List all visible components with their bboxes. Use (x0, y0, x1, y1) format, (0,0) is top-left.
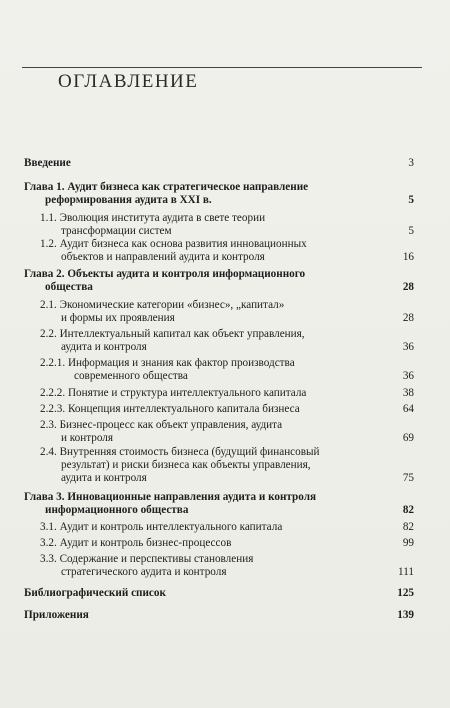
toc-entry-page: 38 (402, 387, 414, 399)
toc-entry-label: Глава 1. Аудит бизнеса как стратегическое направление (24, 181, 309, 193)
toc-entry-appendices[interactable] (24, 609, 414, 622)
toc-entry-2-2-1[interactable] (40, 357, 414, 383)
toc-entry-3-2[interactable] (40, 537, 414, 550)
toc-entry-label-cont: стратегического аудита и контроля (61, 566, 227, 578)
toc-entry-2-2[interactable] (40, 328, 414, 354)
toc-entry-label: 2.4. Внутренняя стоимость бизнеса (будущий финансовый (40, 446, 320, 458)
toc-entry-2-2-3[interactable] (40, 403, 414, 416)
toc-entry-label-cont: результат) и риски бизнеса как объекты управления, (61, 459, 311, 471)
toc-entry-label: 2.2.1. Информация и знания как фактор производства (40, 357, 295, 369)
toc-entry-2-2-2[interactable] (40, 387, 414, 400)
toc-entry-label: Введение (24, 157, 71, 169)
toc-entry-label: 3.3. Содержание и перспективы становления (40, 553, 254, 565)
toc-entry-label-cont: и контроля (61, 432, 114, 444)
toc-entry-label: 2.3. Бизнес-процесс как объект управления, аудита (40, 419, 283, 431)
toc-entry-label-cont: аудита и контроля (61, 472, 147, 484)
toc-entry-label: Глава 2. Объекты аудита и контроля информационного (24, 268, 306, 280)
toc-entry-chapter-2[interactable] (24, 268, 414, 294)
toc-entry-page: 36 (402, 370, 414, 382)
toc-entry-1-2[interactable] (40, 238, 414, 264)
toc-entry-label: 2.2. Интеллектуальный капитал как объект управления, (40, 328, 305, 340)
toc-entry-page: 28 (402, 312, 414, 324)
toc-entry-page: 28 (402, 281, 414, 293)
toc-entry-page: 82 (402, 521, 414, 533)
toc-entry-label: 2.2.2. Понятие и структура интеллектуального капитала (40, 387, 307, 399)
toc-entry-label: Библиографический список (24, 587, 166, 599)
toc-entry-intro[interactable] (24, 157, 414, 170)
toc-entry-label: Глава 3. Инновационные направления аудита и контроля (24, 491, 317, 503)
toc-entry-page: 3 (408, 157, 414, 169)
toc-entry-bibliography[interactable] (24, 587, 414, 600)
toc-entry-page: 75 (402, 472, 414, 484)
toc-entry-label: Приложения (24, 609, 89, 621)
toc-entry-page: 139 (397, 609, 414, 621)
toc-entry-label-cont: общества (45, 281, 93, 293)
toc-entry-page: 36 (402, 341, 414, 353)
toc-entry-page: 5 (408, 225, 414, 237)
toc-entry-page: 111 (398, 566, 414, 578)
toc-entry-page: 82 (402, 504, 414, 516)
toc-entry-chapter-3[interactable] (24, 491, 414, 517)
toc-entry-label-cont: современного общества (74, 370, 188, 382)
toc-entry-label: 2.1. Экономические категории «бизнес», „капитал» (40, 299, 285, 311)
toc-entry-1-1[interactable] (40, 212, 414, 238)
toc-entry-page: 64 (402, 403, 414, 415)
toc-entry-label-cont: реформирования аудита в XXI в. (45, 194, 212, 206)
toc-entry-label: 2.2.3. Концепция интеллектуального капитала бизнеса (40, 403, 300, 415)
toc-entry-label-cont: информационного общества (45, 504, 189, 516)
toc-entry-label: 3.1. Аудит и контроль интеллектуального капитала (40, 521, 283, 533)
toc-entry-page: 16 (402, 251, 414, 263)
toc-entry-page: 69 (402, 432, 414, 444)
toc-entry-2-3[interactable] (40, 419, 414, 445)
toc-entry-page: 99 (402, 537, 414, 549)
toc-entry-label: 1.2. Аудит бизнеса как основа развития инновационных (40, 238, 307, 250)
toc-entry-page: 125 (397, 587, 414, 599)
toc-entry-label-cont: и формы их проявления (61, 312, 175, 324)
toc-entry-label-cont: аудита и контроля (61, 341, 147, 353)
toc-entry-3-3[interactable] (40, 553, 414, 579)
toc-entry-3-1[interactable] (40, 521, 414, 534)
page-title: ОГЛАВЛЕНИЕ (58, 71, 199, 92)
toc-entry-2-4[interactable] (40, 446, 414, 485)
toc-entry-label: 3.2. Аудит и контроль бизнес-процессов (40, 537, 232, 549)
toc-entry-2-1[interactable] (40, 299, 414, 325)
toc-entry-label: 1.1. Эволюция института аудита в свете теории (40, 212, 266, 224)
toc-entry-label-cont: объектов и направлений аудита и контроля (61, 251, 265, 263)
toc-entry-chapter-1[interactable] (24, 181, 414, 207)
toc-entry-label-cont: трансформации систем (61, 225, 172, 237)
toc-entry-page: 5 (408, 194, 414, 206)
